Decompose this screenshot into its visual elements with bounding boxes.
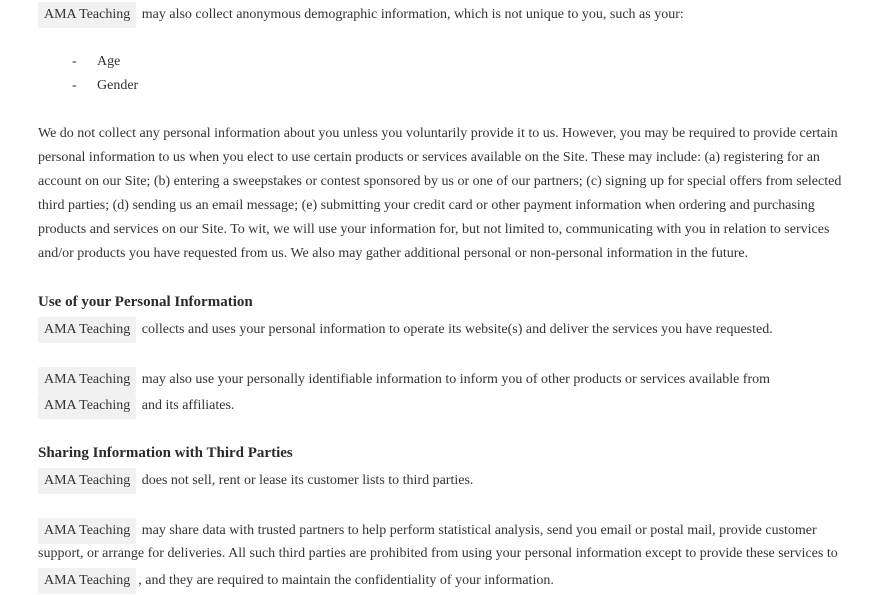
intro-line xyxy=(38,2,684,26)
share-text-4: , and they are required to maintain the confidentiality of your information. xyxy=(138,573,554,589)
org-name-tag: AMA Teaching xyxy=(38,2,136,28)
paragraph-line: products and services on our Site. To wit, we will use your information for, but not limited to, communicating with you in relation to services xyxy=(38,222,830,237)
intro-text: may also collect anonymous demographic information, which is not unique to you, such as your: xyxy=(141,7,684,23)
org-name-tag: AMA Teaching xyxy=(38,568,136,594)
share-line-3: support, or arrange for deliveries. All such third parties are prohibited from using your personal information except to provide these services to xyxy=(38,546,838,561)
org-name-tag: AMA Teaching xyxy=(38,468,136,494)
section-heading-share: Sharing Information with Third Parties xyxy=(38,445,293,461)
list-dash: - xyxy=(72,78,77,93)
share-text-1: does not sell, rent or lease its customer lists to third parties. xyxy=(141,473,474,489)
org-name-tag: AMA Teaching xyxy=(38,518,136,544)
paragraph-line: account on our Site; (b) entering a sweepstakes or contest sponsored by us or one of our partners; (c) signing up for special offers from selected xyxy=(38,174,842,189)
share-line-4 xyxy=(38,568,554,592)
share-text-2: may share data with trusted partners to help perform statistical analysis, send you email or postal mail, provide customer xyxy=(141,523,817,539)
list-item-age: Age xyxy=(97,54,121,69)
paragraph-line: We do not collect any personal information about you unless you voluntarily provide it to us. However, you may be required to provide certain xyxy=(38,126,838,141)
share-line-2 xyxy=(38,518,817,542)
org-name-tag: AMA Teaching xyxy=(38,317,136,343)
paragraph-line: third parties; (d) sending us an email message; (e) submitting your credit card or other payment information when ordering and purchasing xyxy=(38,198,815,213)
use-text-1: collects and uses your personal information to operate its website(s) and deliver the services you have requested. xyxy=(141,322,773,338)
use-text-3: and its affiliates. xyxy=(141,398,235,414)
list-dash: - xyxy=(72,54,77,69)
use-line-1 xyxy=(38,317,773,341)
list-item xyxy=(72,74,138,98)
section-heading-use: Use of your Personal Information xyxy=(38,294,253,310)
org-name-tag: AMA Teaching xyxy=(38,393,136,419)
paragraph-line: and/or products you have requested from us. We also may gather additional personal or non-personal information in the future. xyxy=(38,246,749,261)
org-name-tag: AMA Teaching xyxy=(38,367,136,393)
paragraph-line: personal information to us when you elect to use certain products or services available on the Site. These may include: (a) registering for an xyxy=(38,150,820,165)
use-text-2: may also use your personally identifiable information to inform you of other products or services available from xyxy=(141,372,771,388)
share-line-1 xyxy=(38,468,473,492)
list-item xyxy=(72,50,120,74)
use-line-3 xyxy=(38,393,234,417)
list-item-gender: Gender xyxy=(97,78,139,93)
use-line-2 xyxy=(38,367,770,391)
